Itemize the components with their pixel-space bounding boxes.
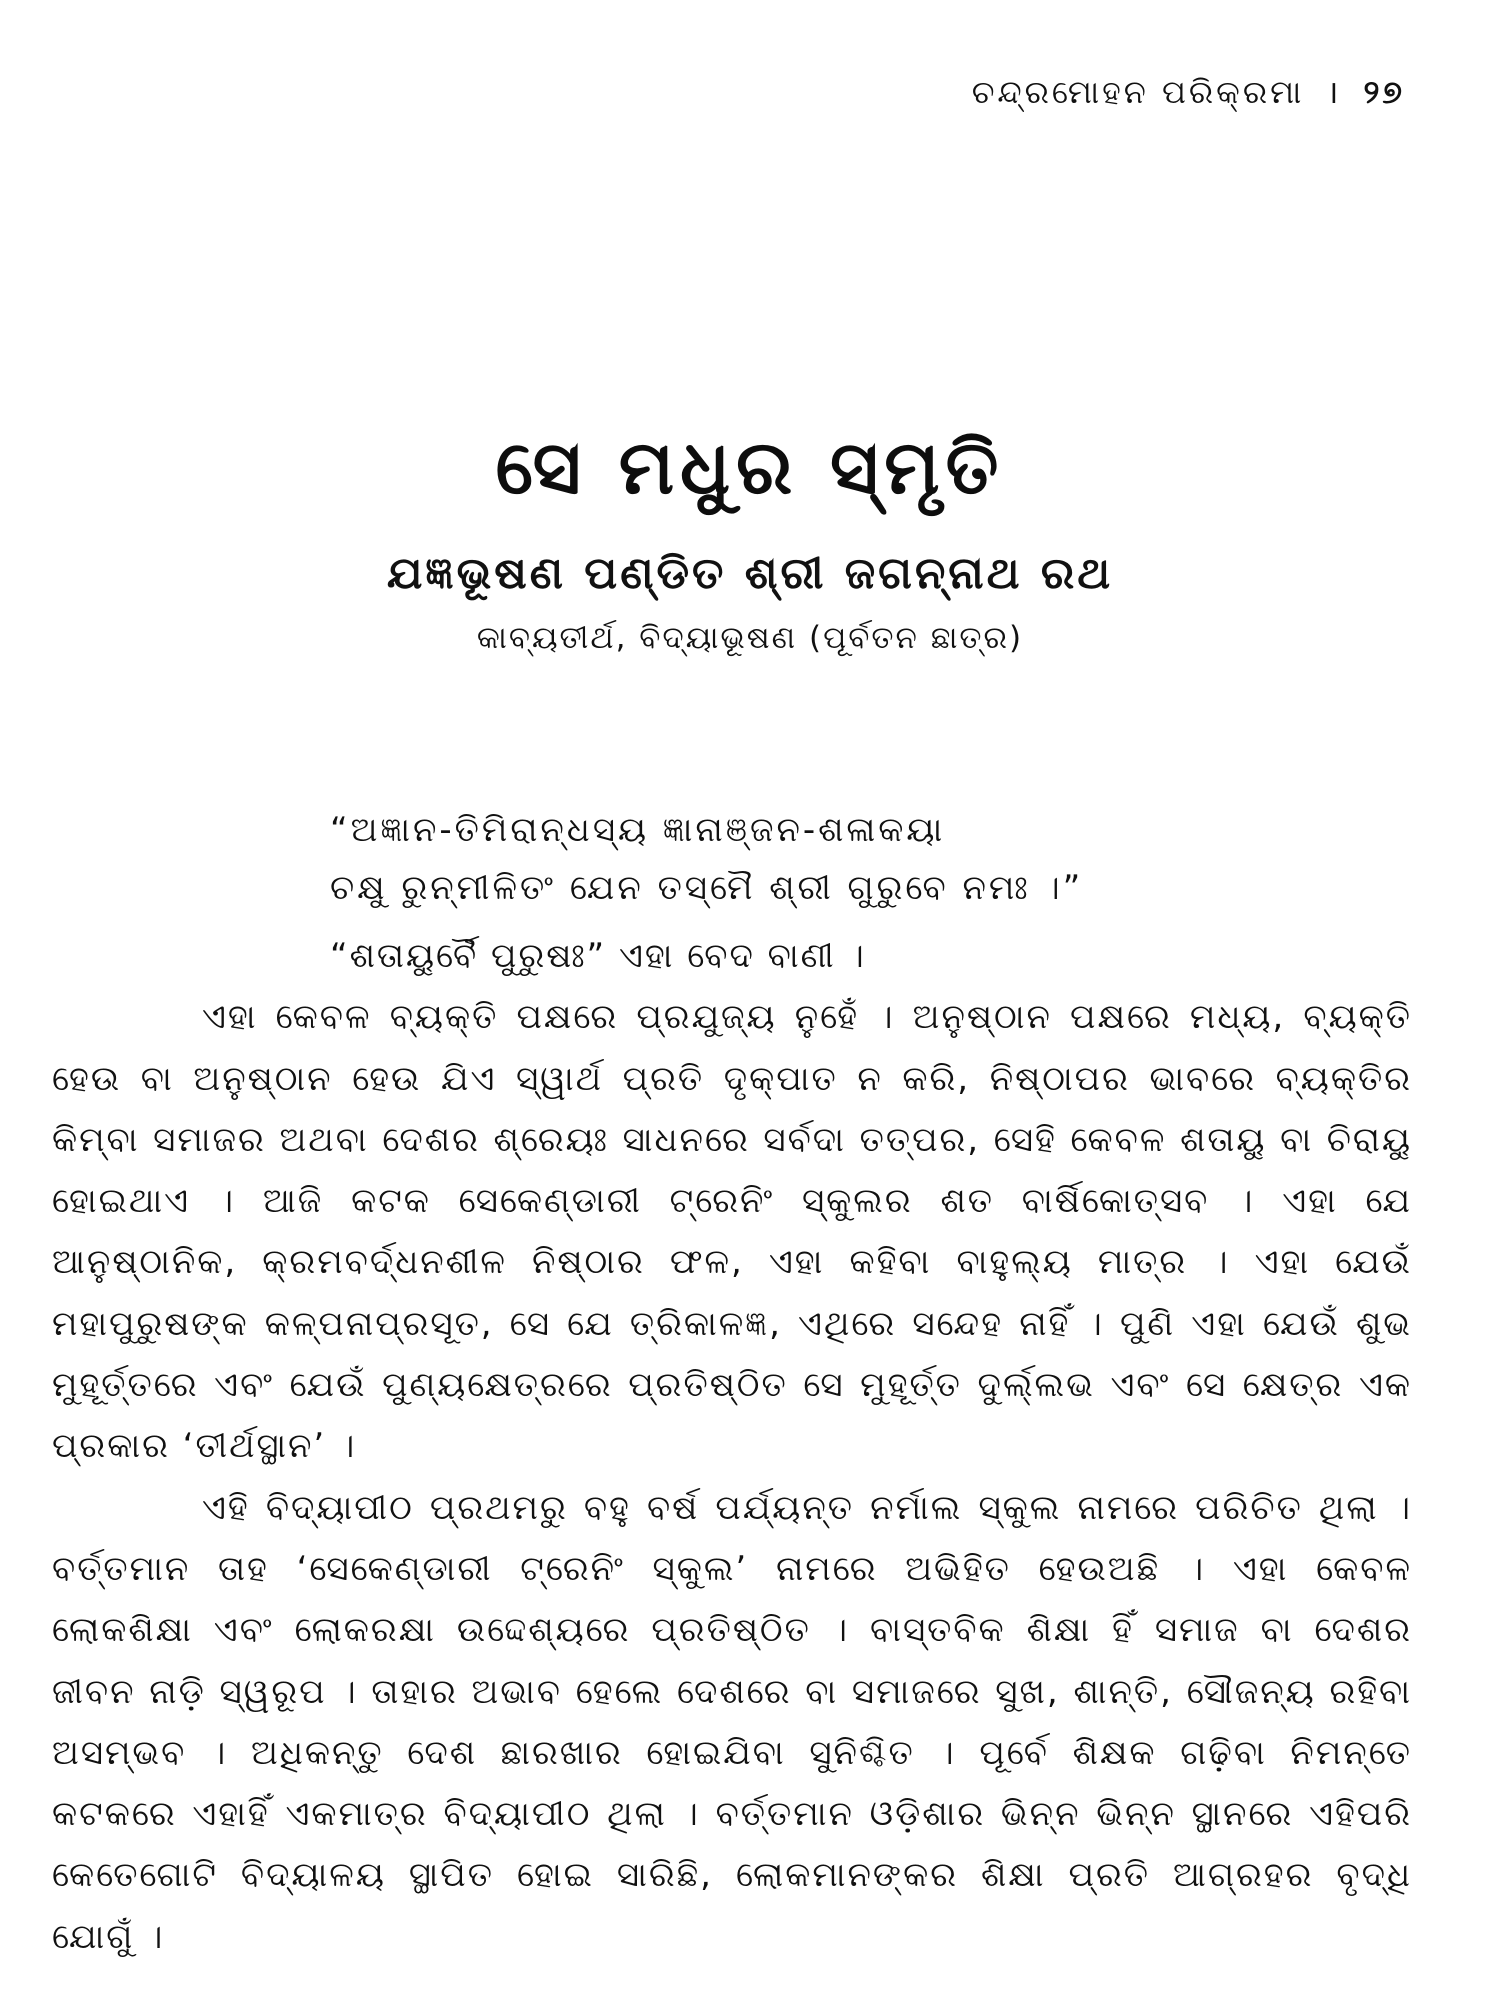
article-body <box>52 926 1412 1968</box>
article-title: ସେ ମଧୁର ସ୍ମୃତି <box>495 425 1005 511</box>
book-title: ଚନ୍ଦ୍ରମୋହନ ପରିକ୍ରମା <box>971 73 1305 111</box>
page-number: ୨୭ <box>1363 73 1405 111</box>
header-separator: । <box>1326 73 1342 111</box>
body-paragraph-1: ଏହା କେବଳ ବ୍ୟକ୍ତି ପକ୍ଷରେ ପ୍ରଯୁଜ୍ୟ ନୁହେଁ । ଅନୁଷ୍ଠାନ ପକ୍ଷରେ ମଧ୍ୟ, ବ୍ୟକ୍ତି ହେଉ ବା ଅନୁଷ୍ଠାନ ହେଉ ଯିଏ ସ୍ୱାର୍ଥ ପ୍ରତି ଦୃକ୍‌ପାତ ନ କରି, ନିଷ୍ଠାପର ଭାବରେ ବ୍ୟକ୍ତିର କିମ୍ବା ସମାଜର ଅଥବା ଦେଶର ଶ୍ରେୟଃ ସାଧନରେ ସର୍ବଦା ତତ୍ପର, ସେହି କେବଳ ଶତାୟୁ ବା ଚିରାୟୁ ହୋଇଥାଏ । ଆଜି କଟକ ସେକେଣ୍ଡାରୀ ଟ୍ରେନିଂ ସ୍କୁଲର ଶତ ବାର୍ଷିକୋତ୍ସବ । ଏହା ଯେ ଆନୁଷ୍ଠାନିକ, କ୍ରମବର୍ଦ୍ଧନଶୀଳ ନିଷ୍ଠାର ଫଳ, ଏହା କହିବା ବାହୁଲ୍ୟ ମାତ୍ର । ଏହା ଯେଉଁ ମହାପୁରୁଷଙ୍କ କଳ୍ପନାପ୍ରସୂତ, ସେ ଯେ ତ୍ରିକାଳଜ୍ଞ, ଏଥିରେ ସନ୍ଦେହ ନାହିଁ । ପୁଣି ଏହା ଯେଉଁ ଶୁଭ ମୁହୂର୍ତ୍ତରେ ଏବଂ ଯେଉଁ ପୁଣ୍ୟକ୍ଷେତ୍ରରେ ପ୍ରତିଷ୍ଠିତ ସେ ମୁହୂର୍ତ୍ତ ଦୁର୍ଲ୍ଲଭ ଏବଂ ସେ କ୍ଷେତ୍ର ଏକ ପ୍ରକାର ‘ତୀର୍ଥସ୍ଥାନ’ । <box>52 997 1412 1467</box>
body-paragraph-2: ଏହି ବିଦ୍ୟାପୀଠ ପ୍ରଥମରୁ ବହୁ ବର୍ଷ ପର୍ଯ୍ୟନ୍ତ ନର୍ମାଲ ସ୍କୁଲ ନାମରେ ପରିଚିତ ଥିଲା । ବର୍ତ୍ତମାନ ତାହ ‘ସେକେଣ୍ଡାରୀ ଟ୍ରେନିଂ ସ୍କୁଲ’ ନାମରେ ଅଭିହିତ ହେଉଅଛି । ଏହା କେବଳ ଲୋକଶିକ୍ଷା ଏବଂ ଲୋକରକ୍ଷା ଉଦ୍ଦେଶ୍ୟରେ ପ୍ରତିଷ୍ଠିତ । ବାସ୍ତବିକ ଶିକ୍ଷା ହିଁ ସମାଜ ବା ଦେଶର ଜୀବନ ନାଡ଼ି ସ୍ୱରୂପ । ତାହାର ଅଭାବ ହେଲେ ଦେଶରେ ବା ସମାଜରେ ସୁଖ, ଶାନ୍ତି, ସୌଜନ୍ୟ ରହିବା ଅସମ୍ଭବ । ଅଧିକନ୍ତୁ ଦେଶ ଛାରଖାର ହୋଇଯିବା ସୁନିଶ୍ଚିତ । ପୂର୍ବେ ଶିକ୍ଷକ ଗଢ଼ିବା ନିମନ୍ତେ କଟକରେ ଏହାହିଁ ଏକମାତ୍ର ବିଦ୍ୟାପୀଠ ଥିଲା । ବର୍ତ୍ତମାନ ଓଡ଼ିଶାର ଭିନ୍ନ ଭିନ୍ନ ସ୍ଥାନରେ ଏହିପରି କେତେଗୋଟି ବିଦ୍ୟାଳୟ ସ୍ଥାପିତ ହୋଇ ସାରିଛି, ଲୋକମାନଙ୍କର ଶିକ୍ଷା ପ୍ରତି ଆଗ୍ରହର ବୃଦ୍ଧି ଯୋଗୁଁ । <box>52 1487 1412 1957</box>
verse-line-2: ଚକ୍ଷୁ ରୁନ୍ମୀଳିତଂ ଯେନ ତସ୍ମୈ ଶ୍ରୀ ଗୁରୁବେ ନମଃ ।” <box>330 868 1084 908</box>
running-header <box>972 70 1405 113</box>
author-credentials: କାବ୍ୟତୀର୍ଥ, ବିଦ୍ୟାଭୂଷଣ (ପୂର୍ବତନ ଛାତ୍ର) <box>476 620 1024 656</box>
verse-line-3: “ଶତାୟୁର୍ବୈ ପୁରୁଷଃ” ଏହା ବେଦ ବାଣୀ । <box>330 936 866 976</box>
verse-line-1: “ଅଜ୍ଞାନ-ତିମିରାନ୍ଧସ୍ୟ ଜ୍ଞାନାଞ୍ଜନ-ଶଳାକୟା <box>330 810 946 850</box>
author-name: ଯଜ୍ଞଭୂଷଣ ପଣ୍ଡିତ ଶ୍ରୀ ଜଗନ୍ନାଥ ରଥ <box>386 548 1114 599</box>
